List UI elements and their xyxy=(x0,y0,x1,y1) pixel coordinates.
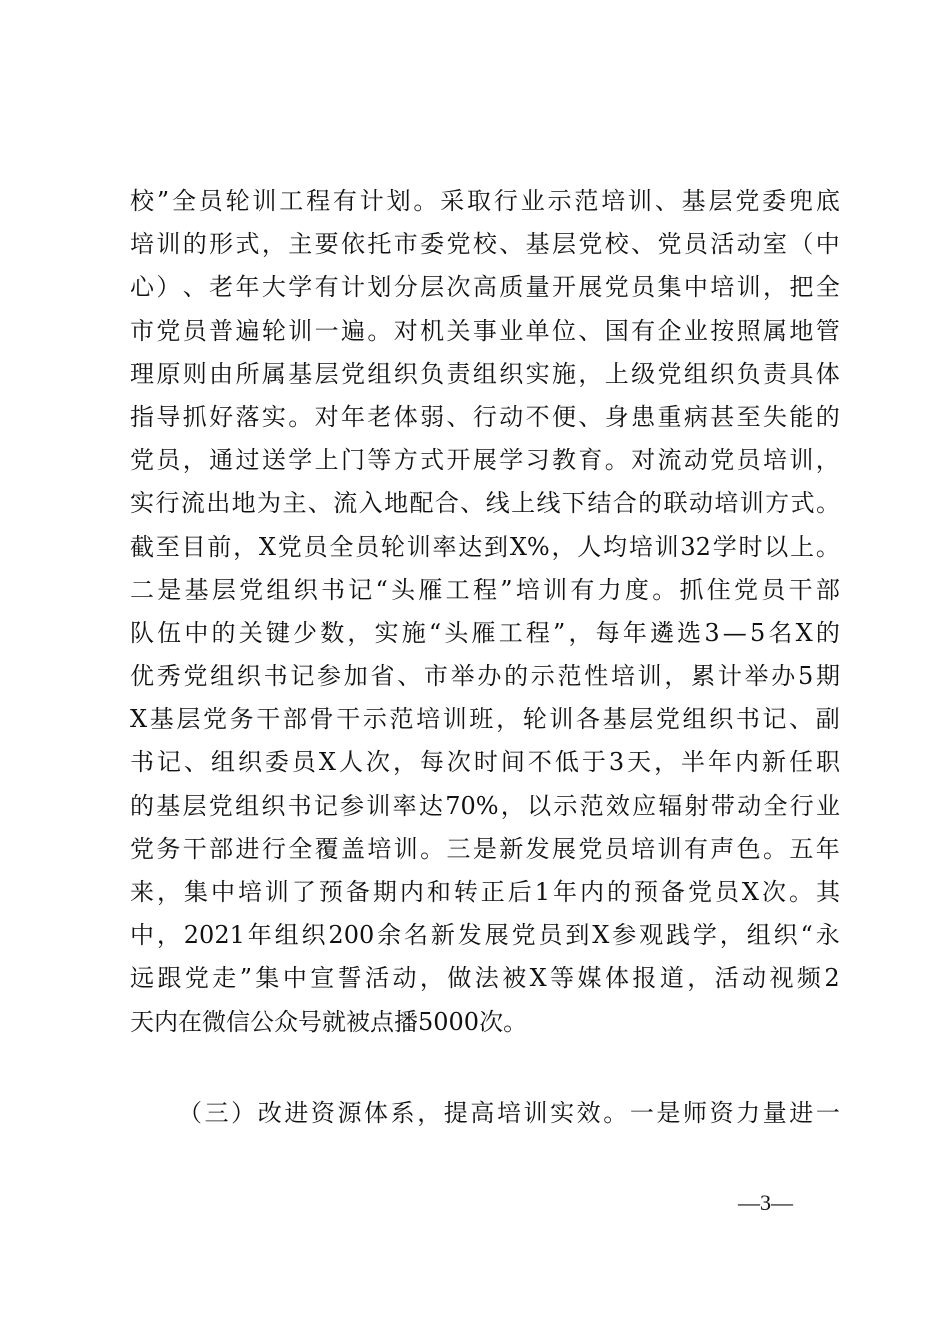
paragraph-line: 书 记 、 组 织 委 员 X 人 次 ， 每 次 时 间 不 低 于 3 天 ， 半 年 内 新 任 职 xyxy=(130,748,840,777)
paragraph-line: 理 原 则 由 所 属 基 层 党 组 织 负 责 组 织 实 施 ， 上 级 党 组 织 负 责 具 体 xyxy=(130,359,840,388)
paragraph-line: 心 ） 、 老 年 大 学 有 计 划 分 层 次 高 质 量 开 展 党 员 集 中 培 训 ， 把 全 xyxy=(130,273,840,302)
page-number: —3— xyxy=(738,1190,793,1215)
paragraph-line: 截 至 目 前 ， X 党 员 全 员 轮 训 率 达 到 X% ， 人 均 培 训 32 学 时 以 上 。 xyxy=(130,532,840,561)
paragraph-line: 的 基 层 党 组 织 书 记 参 训 率 达 70% ， 以 示 范 效 应 辐 射 带 动 全 行 业 xyxy=(130,791,840,820)
paragraph-line: 指 导 抓 好 落 实 。 对 年 老 体 弱 、 行 动 不 便 、 身 患 重 病 甚 至 失 能 的 xyxy=(130,402,840,431)
paragraph-line: 市 党 员 普 遍 轮 训 一 遍 。 对 机 关 事 业 单 位 、 国 有 企 业 按 照 属 地 管 xyxy=(130,316,840,345)
paragraph-line: X 基 层 党 务 干 部 骨 干 示 范 培 训 班 ， 轮 训 各 基 层 党 组 织 书 记 、 副 xyxy=(130,705,840,734)
paragraph-line: 天 内 在 微 信 公 众 号 就 被 点 播 5000 次 。 xyxy=(130,1007,528,1036)
section-heading-line: （ 三 ） 改 进 资 源 体 系 ， 提 高 培 训 实 效 。 一 是 师 资 力 量 进 一 xyxy=(178,1099,840,1127)
paragraph-line: 党 员 ， 通 过 送 学 上 门 等 方 式 开 展 学 习 教 育 。 对 流 动 党 员 培 训 ， xyxy=(130,446,840,475)
paragraph-line: 来 ， 集 中 培 训 了 预 备 期 内 和 转 正 后 1 年 内 的 预 备 党 员 X 次 。 其 xyxy=(130,878,840,906)
paragraph-line: 培 训 的 形 式 ， 主 要 依 托 市 委 党 校 、 基 层 党 校 、 党 员 活 动 室 （ 中 xyxy=(130,230,840,259)
paragraph-line: 远 跟 党 走 ” 集 中 宣 誓 活 动 ， 做 法 被 X 等 媒 体 报 道 ， 活 动 视 频 2 xyxy=(130,964,840,993)
paragraph-line: 队 伍 中 的 关 键 少 数 ， 实 施 “ 头 雁 工 程 ” ， 每 年 遴 选 3 — 5 名 X 的 xyxy=(130,618,840,647)
paragraph-line: 二 是 基 层 党 组 织 书 记 “ 头 雁 工 程 ” 培 训 有 力 度 。 抓 住 党 员 干 部 xyxy=(130,575,840,604)
paragraph-line: 优 秀 党 组 织 书 记 参 加 省 、 市 举 办 的 示 范 性 培 训 ， 累 计 举 办 5 期 xyxy=(130,662,840,691)
paragraph-line: 党 务 干 部 进 行 全 覆 盖 培 训 。 三 是 新 发 展 党 员 培 训 有 声 色 。 五 年 xyxy=(130,834,840,863)
body-paragraph xyxy=(130,180,840,1044)
paragraph-line: 实 行 流 出 地 为 主 、 流 入 地 配 合 、 线 上 线 下 结 合 的 联 动 培 训 方 式 。 xyxy=(130,489,840,518)
paragraph-line: 中 ， 2021 年 组 织 200 余 名 新 发 展 党 员 到 X 参 观 践 学 ， 组 织 “ 永 xyxy=(130,921,840,950)
paragraph-line: 校 ” 全 员 轮 训 工 程 有 计 划 。 采 取 行 业 示 范 培 训 、 基 层 党 委 兜 底 xyxy=(130,187,840,215)
